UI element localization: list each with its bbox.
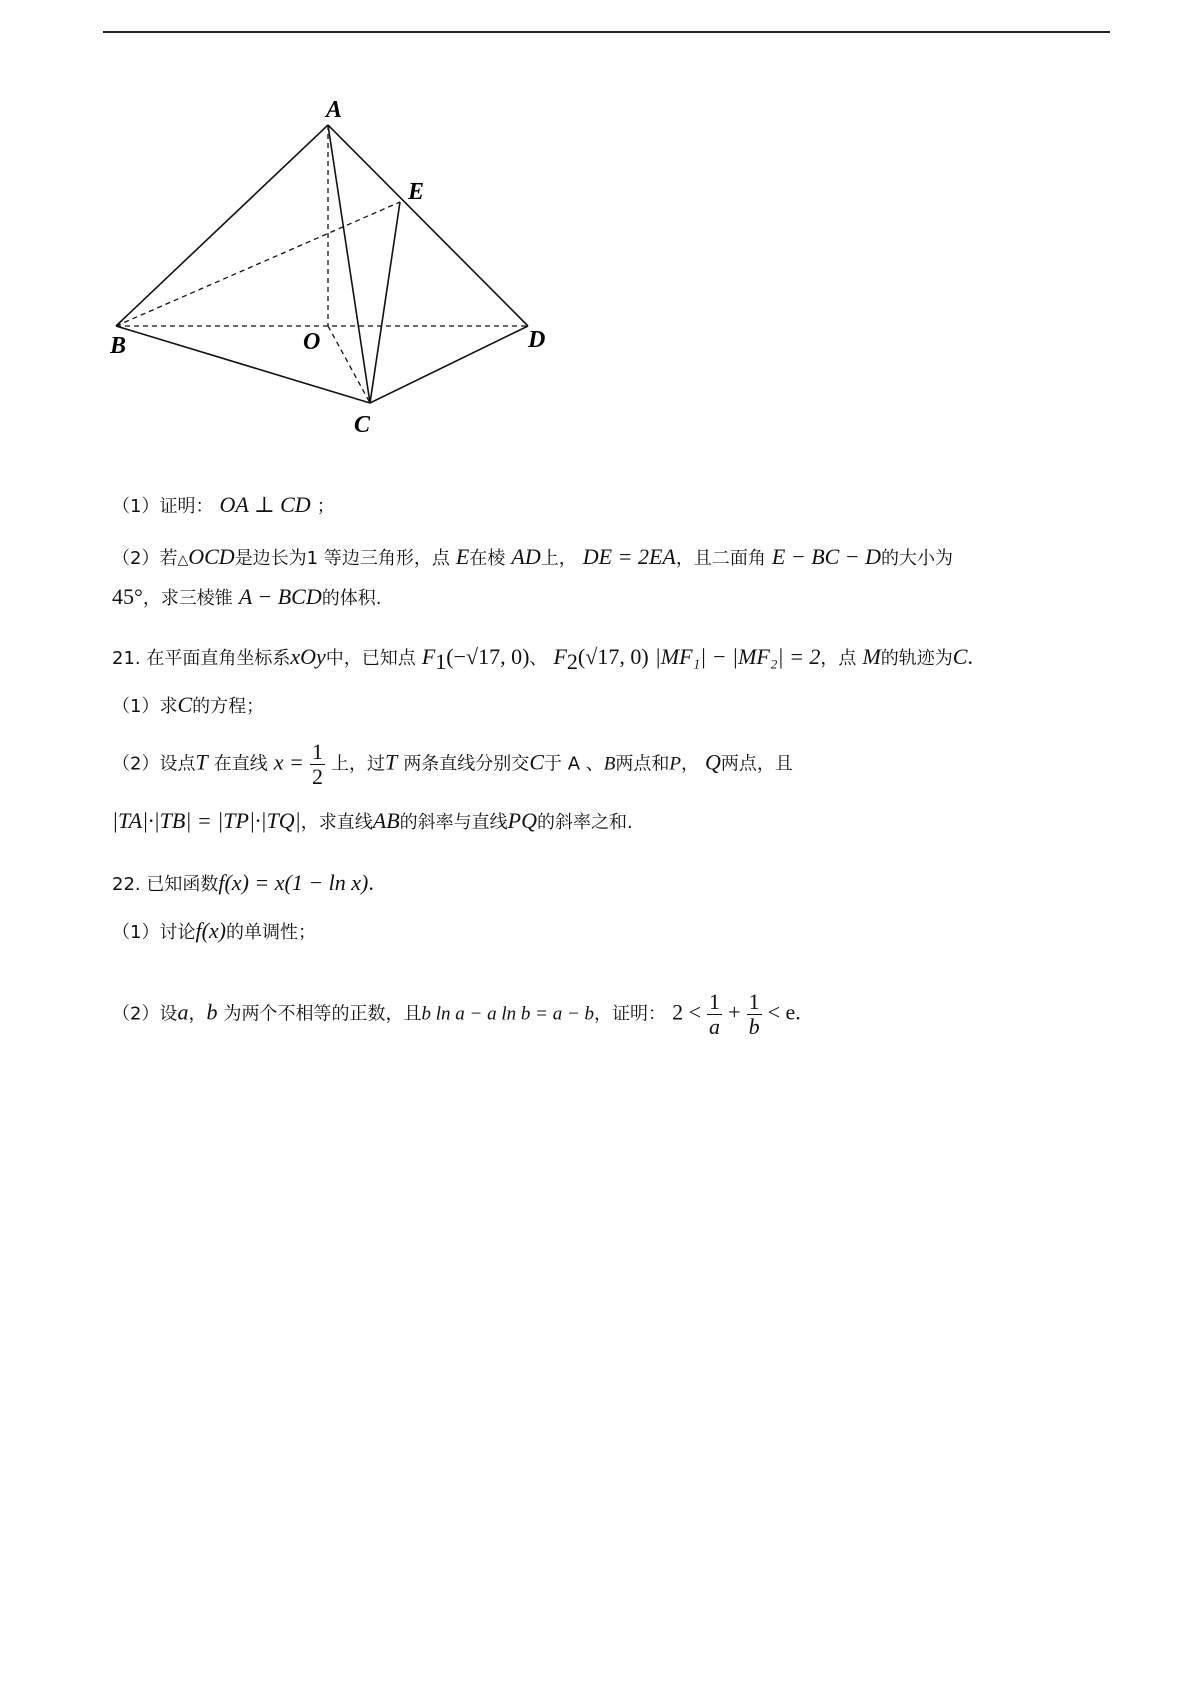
math-e: E <box>455 544 470 569</box>
text-seg: . <box>795 999 801 1025</box>
text-seg: ， <box>188 1003 207 1025</box>
sub-2: 2 <box>566 648 578 674</box>
math-t: T <box>385 749 398 775</box>
q21-part2-line2 <box>112 810 633 832</box>
text-seg: 两条直线分别交 <box>403 753 530 775</box>
fraction-one-over-a <box>707 990 722 1039</box>
edge-CE <box>370 202 400 403</box>
text-seg: . <box>967 644 973 669</box>
text-seg: （2）若 <box>112 548 178 569</box>
q20-part2-line2 <box>112 586 381 608</box>
fraction-one-over-b <box>747 990 762 1039</box>
math-c: C <box>952 644 968 669</box>
math-q: Q <box>705 749 721 775</box>
q20-part1 <box>112 494 335 516</box>
math-a: a <box>177 999 189 1025</box>
text-seg: 的单调性； <box>225 922 316 943</box>
math-m: M <box>862 644 881 669</box>
text-seg: ，证明： <box>594 1003 667 1025</box>
label-D: D <box>528 327 546 353</box>
edge-BC <box>116 326 370 403</box>
text-seg: 为两个不相等的正数，且 <box>223 1003 422 1025</box>
text-seg: 是边长为1 等边三角形，点 <box>234 548 450 569</box>
math-equation: |TA|·|TB| = |TP|·|TQ| <box>112 808 301 833</box>
triangle-symbol: △ <box>177 552 189 568</box>
q20-p1-math: OA ⊥ CD <box>219 492 311 517</box>
math-two-lt: 2 < <box>672 999 701 1025</box>
math-f2-coord: (√17, 0) <box>577 644 649 669</box>
text-seg: ，求三棱锥 <box>142 588 233 609</box>
math-abcd: A − BCD <box>238 584 322 609</box>
label-O: O <box>303 329 321 355</box>
math-45: 45° <box>112 584 143 609</box>
math-lt-e: < e <box>767 999 796 1025</box>
text-seg: . <box>368 870 374 895</box>
frac-num: 1 <box>311 739 323 764</box>
text-seg: 于 A 、 <box>544 753 604 775</box>
text-seg: （2）设 <box>112 1003 178 1025</box>
text-seg: （1）讨论 <box>112 922 196 943</box>
edge-AB <box>116 125 328 326</box>
math-condition: |MF₁| − |MF₂| = 2 <box>654 644 821 669</box>
frac-num: 1 <box>748 989 760 1014</box>
frac-den: b <box>748 1014 760 1039</box>
text-seg: ，且二面角 <box>675 548 766 569</box>
label-C: C <box>354 412 371 438</box>
math-fx: f(x) <box>195 918 226 943</box>
text-seg: 的轨迹为 <box>880 648 953 669</box>
math-ad: AD <box>511 544 541 569</box>
frac-den: 2 <box>311 764 323 789</box>
text-seg: 的斜率与直线 <box>399 812 508 833</box>
q21-stem <box>112 646 973 673</box>
q22-part2 <box>112 990 801 1039</box>
math-b: b <box>206 999 218 1025</box>
edge-BE-dashed <box>116 202 400 326</box>
text-seg: 22. 已知函数 <box>112 874 219 895</box>
math-function: f(x) = x(1 − ln x) <box>218 870 369 895</box>
label-E: E <box>408 179 425 205</box>
text-seg: （2）设点 <box>112 753 196 775</box>
text-seg: 21. 在平面直角坐标系 <box>112 648 291 669</box>
math-c: C <box>177 692 193 717</box>
text-seg: 的大小为 <box>881 548 954 569</box>
math-t: T <box>195 749 208 775</box>
q20-part2-line1 <box>112 546 953 568</box>
plus-sign: + <box>728 999 741 1025</box>
tetrahedron-figure <box>110 95 610 475</box>
text-seg: 上， <box>540 548 577 569</box>
math-c: C <box>529 749 544 775</box>
text-seg: ，求直线 <box>300 812 373 833</box>
q21-part1 <box>112 694 264 716</box>
frac-den: a <box>709 1014 721 1039</box>
text-seg: 两点和 <box>615 753 670 775</box>
math-ab: AB <box>372 808 400 833</box>
q22-part1 <box>112 920 316 942</box>
text-seg: ， <box>680 753 699 775</box>
frac-num: 1 <box>709 989 721 1014</box>
text-seg: 上，过 <box>331 753 386 775</box>
text-seg: 在直线 <box>213 753 268 775</box>
q21-part2-line1 <box>112 740 793 789</box>
text-seg: 中，已知点 <box>325 648 416 669</box>
edge-AC <box>328 125 370 403</box>
math-f2: F <box>553 644 567 669</box>
math-b: B <box>603 753 616 775</box>
text-seg: ，点 <box>820 648 857 669</box>
text-seg: 的斜率之和. <box>536 812 633 833</box>
math-x-eq: x = <box>273 749 304 775</box>
text-seg: 在棱 <box>469 548 506 569</box>
label-B: B <box>110 333 127 359</box>
text-seg: 、 <box>529 648 548 669</box>
math-f1-coord: (−√17, 0) <box>446 644 530 669</box>
q20-p1-end: ； <box>316 496 335 517</box>
q20-p1-prefix: （1）证明： <box>112 496 214 517</box>
math-f1: F <box>421 644 436 669</box>
q22-stem <box>112 872 374 894</box>
edge-CD <box>370 326 528 403</box>
text-seg: （1）求 <box>112 696 178 717</box>
math-ocd: OCD <box>188 544 235 569</box>
text-seg: 两点，且 <box>720 753 793 775</box>
math-de: DE = 2EA <box>582 544 676 569</box>
text-seg: 的方程； <box>192 696 265 717</box>
math-ebcd: E − BC − D <box>771 544 882 569</box>
math-p: P <box>669 753 681 775</box>
math-pq: PQ <box>507 808 537 833</box>
top-rule <box>103 31 1110 33</box>
text-seg: 的体积. <box>321 588 382 609</box>
sub-1: 1 <box>435 648 447 674</box>
math-condition: b ln a − a ln b = a − b <box>421 1003 595 1025</box>
edge-AD <box>328 125 528 326</box>
math-xoy: xOy <box>290 644 326 669</box>
fraction-one-half <box>310 740 325 789</box>
label-A: A <box>326 97 343 123</box>
